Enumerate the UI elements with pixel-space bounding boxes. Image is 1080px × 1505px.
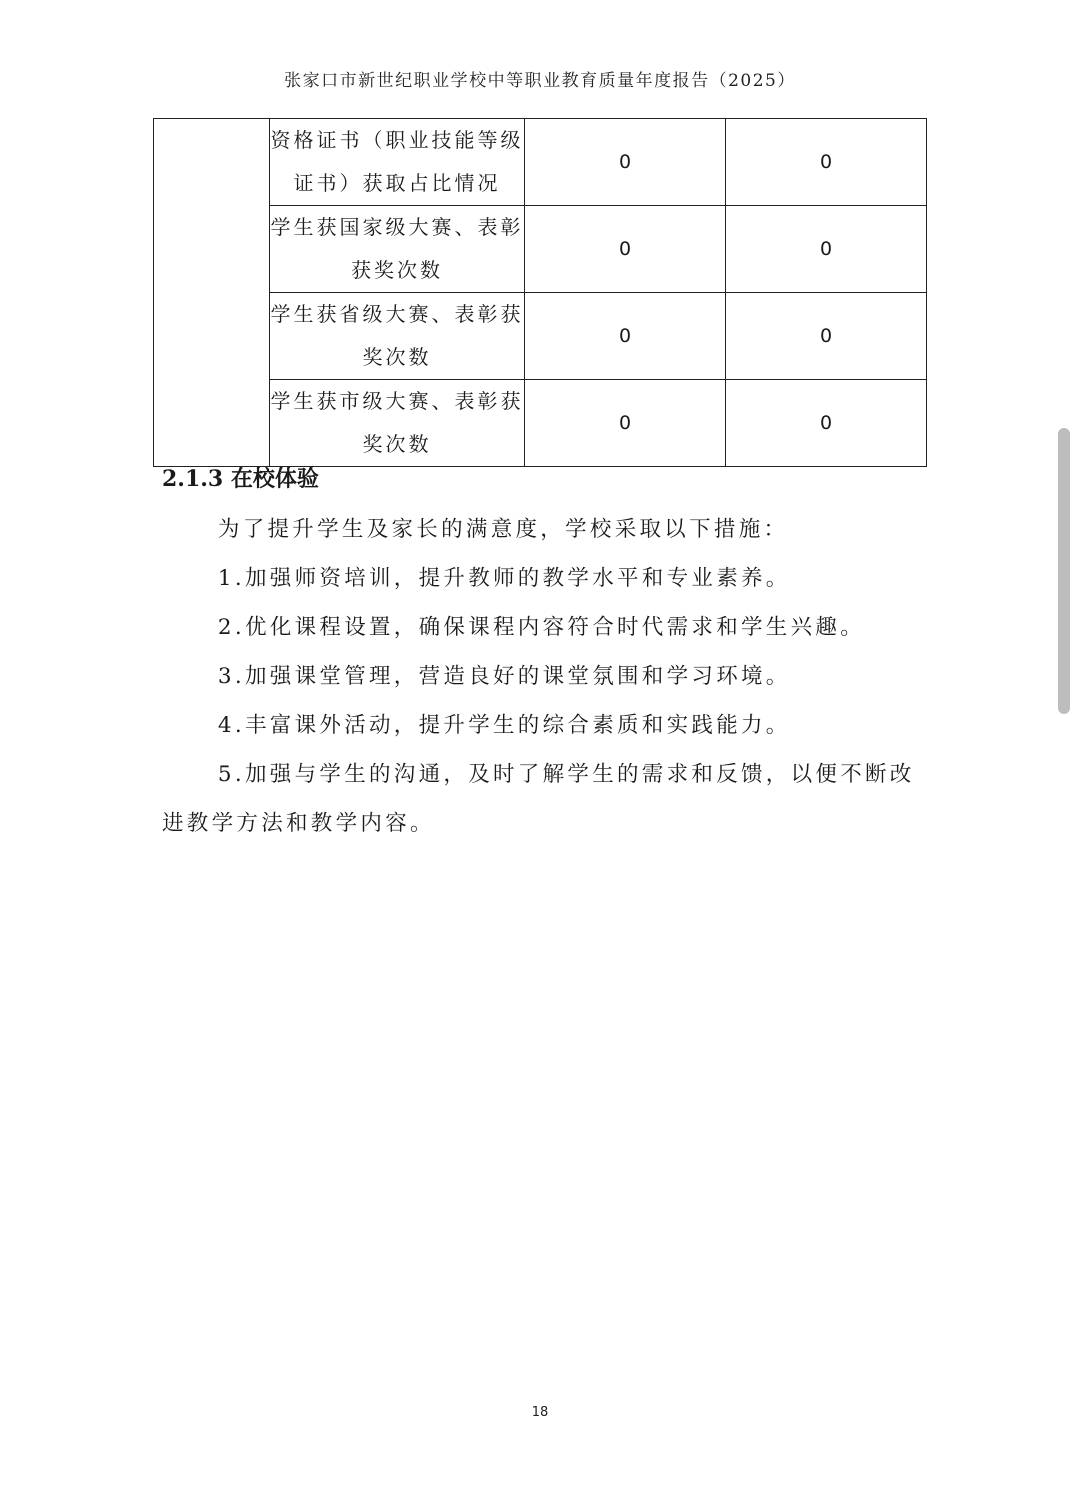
paragraph: 4.丰富课外活动，提升学生的综合素质和实践能力。 [217,713,791,738]
section-body [162,505,920,848]
cell-label-line: 证书）获取占比情况 [293,171,501,195]
table-cell-value: 0 [726,119,927,206]
table-row [154,293,927,380]
paragraph: 为了提升学生及家长的满意度，学校采取以下措施： [217,517,789,542]
table-cell-value: 0 [525,206,726,293]
table-cell-value: 0 [726,293,927,380]
table-row [154,380,927,467]
paragraph: 2.优化课程设置，确保课程内容符合时代需求和学生兴趣。 [217,615,866,640]
cell-label-line: 获奖次数 [351,258,443,282]
table-cell-label [270,206,525,293]
table-cell-label [270,293,525,380]
paragraph: 1.加强师资培训，提升教师的教学水平和专业素养。 [217,566,791,591]
table-cell-value: 0 [525,380,726,467]
table-cell-label [270,380,525,467]
page-header: 张家口市新世纪职业学校中等职业教育质量年度报告（2025） [284,71,796,91]
table-cell-value: 0 [525,293,726,380]
data-table [153,118,927,467]
cell-label-line: 奖次数 [362,345,432,369]
cell-label-line: 学生获省级大赛、表彰获 [270,302,524,326]
cell-label-line: 资格证书（职业技能等级 [270,128,524,152]
table-cell-value: 0 [726,380,927,467]
paragraph: 3.加强课堂管理，营造良好的课堂氛围和学习环境。 [217,664,791,689]
table-cell-value: 0 [525,119,726,206]
page-number: 18 [531,1405,549,1420]
cell-label-line: 学生获市级大赛、表彰获 [270,389,524,413]
table-cell-label [270,119,525,206]
table-cell-value: 0 [726,206,927,293]
scrollbar-thumb[interactable] [1058,428,1070,714]
table-row [154,119,927,206]
table-merged-cell [154,119,270,467]
table-row [154,206,927,293]
cell-label-line: 学生获国家级大赛、表彰 [270,215,524,239]
cell-label-line: 奖次数 [362,432,432,456]
section-heading: 2.1.3 在校体验 [162,466,319,492]
paragraph: 5.加强与学生的沟通，及时了解学生的需求和反馈，以便不断改进教学方法和教学内容。 [162,762,915,836]
